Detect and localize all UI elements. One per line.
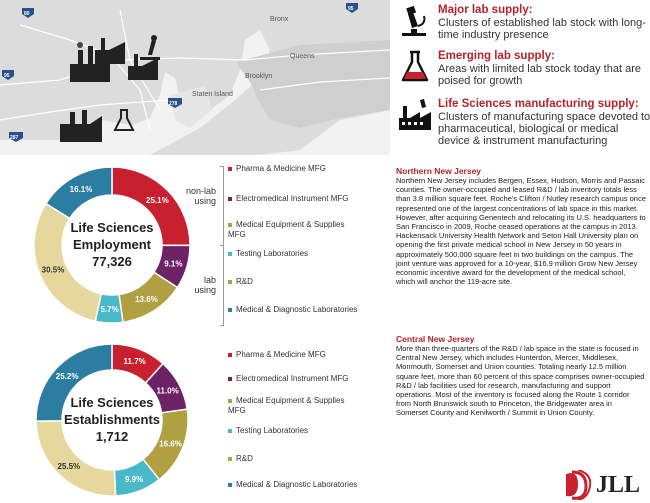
chart-total: 1,712 (95, 429, 129, 444)
slice-label: 5.7% (100, 304, 119, 314)
article-title-central: Central New Jersey (396, 334, 475, 344)
svg-text:80: 80 (24, 11, 30, 17)
group-label-lab: lab using (194, 275, 216, 295)
establishments-donut-chart (0, 328, 225, 498)
slice-label: 16.6% (159, 439, 182, 449)
svg-text:95: 95 (4, 73, 10, 79)
slice-label: 9.9% (124, 474, 144, 484)
svg-text:287: 287 (10, 135, 19, 141)
legend-entry: Medical Equipment & Supplies MFG (228, 396, 345, 415)
jll-logo (560, 468, 650, 503)
chart-title-line1: Life Sciences (70, 395, 154, 410)
map-label-brooklyn: Brooklyn (245, 73, 273, 80)
chart-title-line2: Employment (72, 237, 152, 252)
svg-text:278: 278 (169, 101, 178, 107)
legend-entry: Medical Equipment & Supplies MFG (228, 220, 345, 239)
slice-label: 25.5% (57, 461, 81, 471)
article-body-northern: Northern New Jersey includes Bergen, Essex, Hudson, Morris and Passaic counties. The owner-occupied and leased R&D / lab inventory totals less than 3.8 million square feet. Roche's Clifton / Nutley research campus once represented one of the largest concentrations of lab space in this market. However, after acquiring Genentech and relocating its U.S. headquarters to San Francisco in 2009, Roche ceased operations at the campus in 2013. Hackensack University Health Network and Seton Hall University plan on opening the first private medical school in New Jersey in 50 years in approximately 500,000 square feet in two buildings on the campus. The joint venture was approved for a 10-year, $16.9 million Grow New Jersey economic incentive award for the development of the medical school, which will anchor the 119-acre site. (396, 176, 646, 287)
legend-entry: Electromedical Instrument MFG (228, 374, 368, 384)
legend-emerging-lab (398, 50, 648, 94)
legend-entry: Testing Laboratories (228, 426, 368, 436)
legend-desc: Clusters of established lab stock with long-time industry presence (438, 17, 646, 41)
slice-label: 25.1% (146, 195, 169, 205)
slice-label: 30.5% (41, 265, 65, 275)
slice-label: 16.1% (69, 184, 93, 194)
lab-microscope-icon (398, 4, 432, 38)
article-title-northern: Northern New Jersey (396, 166, 482, 176)
region-map (0, 0, 390, 155)
bracket-lab (220, 246, 224, 326)
legend-entry: Medical & Diagnostic Laboratories (228, 480, 368, 490)
legend-major-lab (398, 4, 648, 48)
chart-total: 77,326 (92, 254, 132, 269)
legend-entry: Electromedical Instrument MFG (228, 194, 368, 204)
legend-manufacturing (398, 98, 648, 154)
chart-title-line2: Establishments (63, 412, 161, 427)
slice-label: 9.1% (164, 259, 183, 269)
legend-title: Major lab supply: (438, 4, 533, 16)
slice-label: 11.7% (123, 357, 146, 367)
legend-entry: R&D (228, 277, 368, 287)
legend-desc: Clusters of manufacturing space devoted to pharmaceutical, biological or medical device & instrument manufacturing (438, 111, 650, 147)
bracket-non-lab (220, 166, 224, 246)
article-body-central: More than three-quarters of the R&D / lab space in the state is focused in Central New Jersey, which includes Hunterdon, Mercer, Middlesex, Monmouth, Somerset and Union counties. Totaling nearly 12.5 million square feet, more than 60 percent of this space comprises owner-occupied R&D / lab facilities used for research, manufacturing and support operations. Most of the inventory is focused along the Route 1 corridor from North Brunswick south to Princeton, the Bridgewater area in Somerset County and Kenilworth / Summit in Union County. (396, 344, 645, 418)
slice-label: 13.6% (135, 294, 158, 304)
establishments-category-legend (228, 350, 368, 495)
legend-entry: Pharma & Medicine MFG (228, 164, 368, 174)
slice-label: 11.0% (156, 386, 179, 396)
legend-title: Emerging lab supply: (438, 50, 555, 62)
jll-logo-mark (564, 470, 592, 500)
legend-entry: Pharma & Medicine MFG (228, 350, 368, 360)
jll-logo-text: JLL (596, 472, 641, 498)
svg-text:95: 95 (348, 6, 354, 12)
flask-icon (398, 50, 432, 84)
legend-desc: Areas with limited lab stock today that are poised for growth (438, 63, 641, 87)
slice-label: 25.2% (55, 371, 79, 381)
employment-donut-chart (0, 158, 225, 328)
group-label-non-lab: non-lab using (185, 186, 216, 206)
chart-title-line1: Life Sciences (70, 220, 154, 235)
legend-entry: Testing Laboratories (228, 249, 368, 259)
map-label-bronx: Bronx (270, 16, 289, 23)
legend-title: Life Sciences manufacturing supply: (438, 98, 639, 110)
legend-entry: Medical & Diagnostic Laboratories (228, 305, 358, 315)
factory-microscope-icon (398, 98, 432, 132)
legend-entry: R&D (228, 454, 368, 464)
map-label-staten: Staten Island (192, 91, 233, 98)
map-label-queens: Queens (290, 53, 315, 60)
employment-category-legend (228, 164, 368, 324)
